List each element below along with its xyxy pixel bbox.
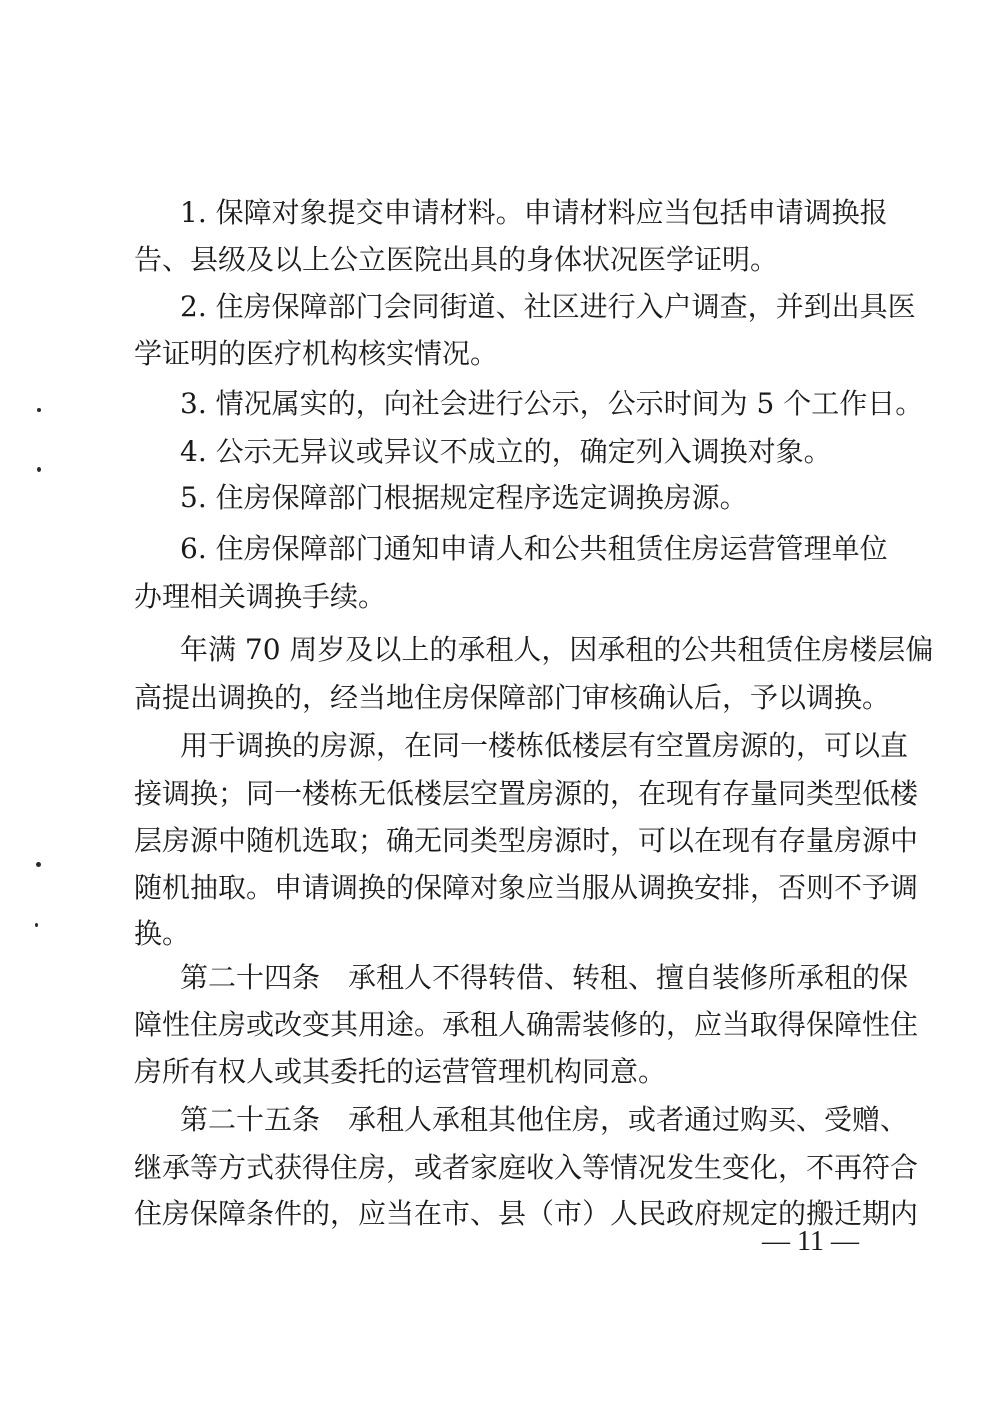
scan-speck <box>37 408 41 412</box>
text-line: 1. 保障对象提交申请材料。申请材料应当包括申请调换报 <box>180 196 888 229</box>
scan-speck <box>36 862 41 867</box>
text-line: 学证明的医疗机构核实情况。 <box>134 337 499 370</box>
text-line: 第二十四条 承租人不得转借、转租、擅自装修所承租的保 <box>180 961 909 994</box>
text-line: 换。 <box>134 917 191 950</box>
scan-speck <box>35 923 38 927</box>
text-line: 继承等方式获得住房，或者家庭收入等情况发生变化，不再符合 <box>134 1151 919 1184</box>
text-line: 障性住房或改变其用途。承租人确需装修的，应当取得保障性住 <box>134 1008 919 1041</box>
text-line: 5. 住房保障部门根据规定程序选定调换房源。 <box>180 481 748 514</box>
text-line: 住房保障条件的，应当在市、县（市）人民政府规定的搬迁期内 <box>134 1197 919 1230</box>
text-line: 房所有权人或其委托的运营管理机构同意。 <box>134 1055 667 1088</box>
page-number: — 11 — <box>762 1226 859 1257</box>
text-line: 6. 住房保障部门通知申请人和公共租赁住房运营管理单位 <box>180 532 888 565</box>
text-line: 第二十五条 承租人承租其他住房，或者通过购买、受赠、 <box>180 1103 909 1136</box>
text-line: 告、县级及以上公立医院出具的身体状况医学证明。 <box>134 243 779 276</box>
text-line: 接调换；同一楼栋无低楼层空置房源的，在现有存量同类型低楼 <box>134 777 919 810</box>
text-line: 4. 公示无异议或异议不成立的，确定列入调换对象。 <box>180 435 832 468</box>
text-line: 层房源中随机选取；确无同类型房源时，可以在现有存量房源中 <box>134 824 919 857</box>
text-line: 高提出调换的，经当地住房保障部门审核确认后，予以调换。 <box>134 681 891 714</box>
text-line: 随机抽取。申请调换的保障对象应当服从调换安排，否则不予调 <box>134 871 919 904</box>
text-line: 办理相关调换手续。 <box>134 580 387 613</box>
text-line: 2. 住房保障部门会同街道、社区进行入户调查，并到出具医 <box>180 290 916 323</box>
text-line: 3. 情况属实的，向社会进行公示，公示时间为 5 个工作日。 <box>180 387 924 420</box>
text-line: 年满 70 周岁及以上的承租人，因承租的公共租赁住房楼层偏 <box>180 633 934 666</box>
scan-speck <box>37 467 41 472</box>
text-line: 用于调换的房源，在同一楼栋低楼层有空置房源的，可以直 <box>180 729 909 762</box>
